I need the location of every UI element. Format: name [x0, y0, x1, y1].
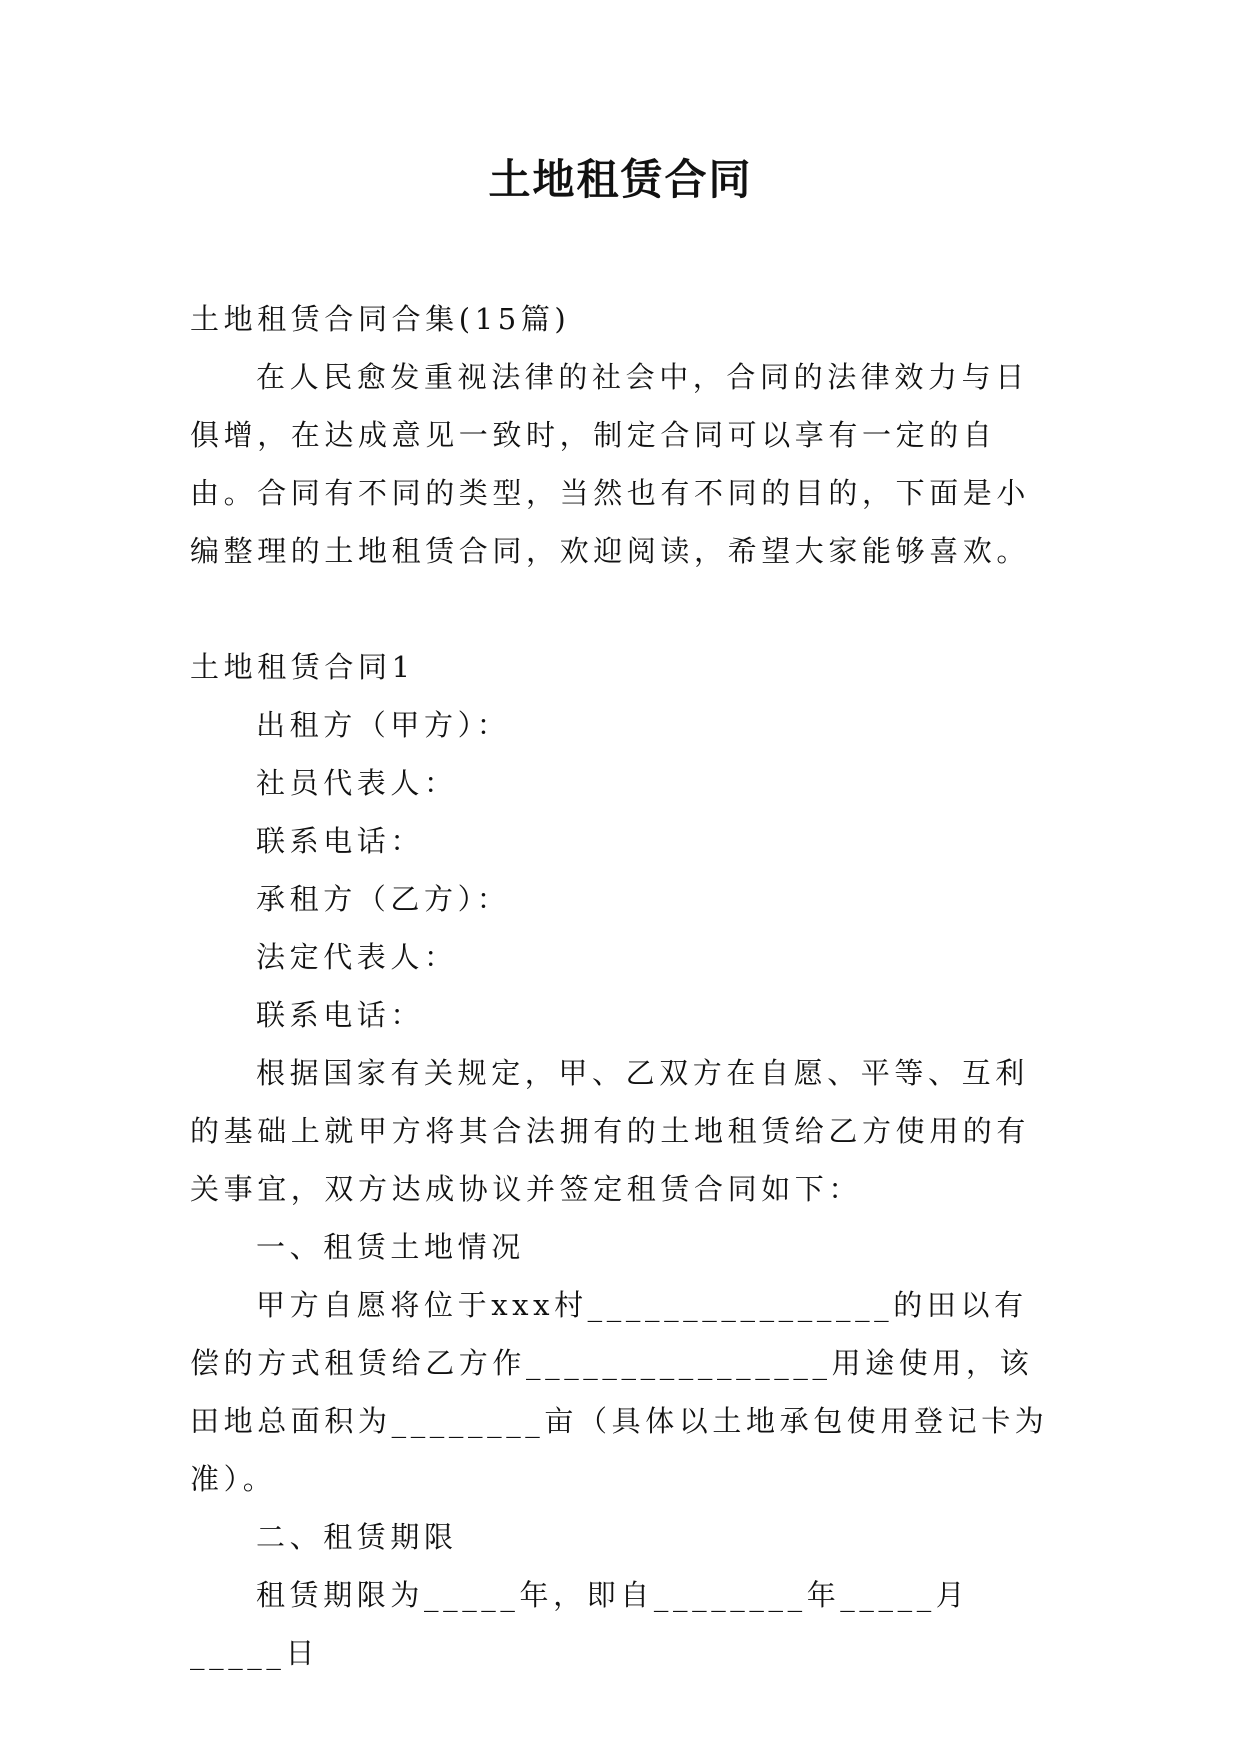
lessor-line: 出租方（甲方）：	[256, 708, 511, 742]
section1-body: 甲方自愿将位于xxx村________________的田以有偿的方式租赁给乙方作________________用途使用，该田地总面积为________亩（具体以土地承包使用登记卡为准）。	[190, 1288, 1049, 1496]
lessee-line: 承租方（乙方）：	[256, 882, 511, 916]
contract-heading: 土地租赁合同1	[190, 650, 415, 684]
collection-heading: 土地租赁合同合集(15篇)	[190, 302, 571, 336]
lessor-phone-line: 联系电话：	[256, 824, 425, 858]
intro-paragraph: 在人民愈发重视法律的社会中，合同的法律效力与日俱增，在达成意见一致时，制定合同可以享有一定的自由。合同有不同的类型，当然也有不同的目的，下面是小编整理的土地租赁合同，欢迎阅读，希望大家能够喜欢。	[190, 360, 1031, 568]
document-title: 土地租赁合同	[488, 155, 753, 204]
lessee-phone-line: 联系电话：	[256, 998, 425, 1032]
section1-title: 一、租赁土地情况	[256, 1230, 525, 1264]
member-rep-line: 社员代表人：	[256, 766, 458, 800]
preamble-paragraph: 根据国家有关规定，甲、乙双方在自愿、平等、互利的基础上就甲方将其合法拥有的土地租赁给乙方使用的有关事宜，双方达成协议并签定租赁合同如下：	[190, 1056, 1031, 1206]
spacer	[190, 580, 1056, 638]
section2-body: 租赁期限为_____年，即自________年_____月_____日	[190, 1578, 970, 1670]
document-body	[190, 290, 1056, 1682]
legal-rep-line: 法定代表人：	[256, 940, 458, 974]
section2-title: 二、租赁期限	[256, 1520, 458, 1554]
